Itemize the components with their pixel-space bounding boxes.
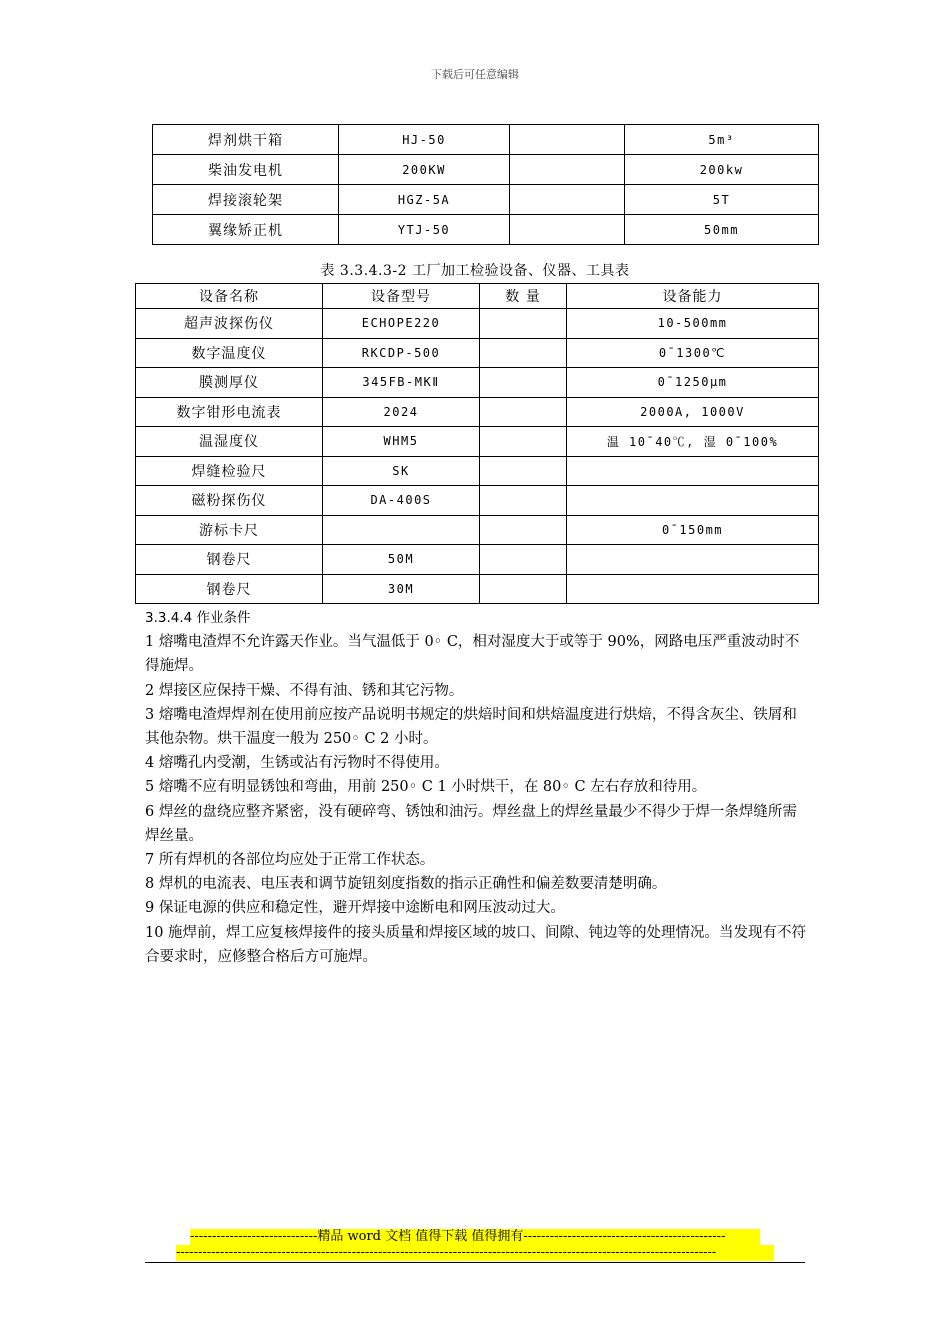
table-cell: 数字温度仪 xyxy=(136,338,323,368)
table-cell: 345FB-MKⅡ xyxy=(323,368,480,398)
table-row xyxy=(153,215,819,245)
paragraph: 3 熔嘴电渣焊焊剂在使用前应按产品说明书规定的烘焙时间和烘焙温度进行烘焙，不得含灰尘、铁屑和其他杂物。烘干温度一般为 250◦ C 2 小时。 xyxy=(145,706,797,748)
table-cell xyxy=(510,215,625,245)
table-cell: SK xyxy=(323,456,480,486)
paragraph: 5 熔嘴不应有明显锈蚀和弯曲，用前 250◦ C 1 小时烘干，在 80◦ C 左右存放和待用。 xyxy=(145,779,707,796)
table-cell: 磁粉探伤仪 xyxy=(136,486,323,516)
table-cell xyxy=(510,125,625,155)
table-row xyxy=(136,309,819,339)
table-cell xyxy=(480,574,567,604)
footer-rule xyxy=(145,1262,805,1263)
table-cell: 柴油发电机 xyxy=(153,155,339,185)
table-cell xyxy=(480,368,567,398)
table-row xyxy=(153,155,819,185)
table-cell: ECHOPE220 xyxy=(323,309,480,339)
table-caption: 表 3.3.4.3-2 工厂加工检验设备、仪器、工具表 xyxy=(320,263,630,279)
table-cell: 200kw xyxy=(625,155,819,185)
table-cell xyxy=(480,397,567,427)
table-cell xyxy=(480,515,567,545)
table-cell: 0¯150mm xyxy=(567,515,819,545)
table-cell xyxy=(567,486,819,516)
paragraph: 4 熔嘴孔内受潮，生锈或沾有污物时不得使用。 xyxy=(145,755,449,772)
footer-dashes: --------------------------------------------------------------------------------------------------------------------------- xyxy=(176,1245,774,1261)
paragraph: 6 焊丝的盘绕应整齐紧密，没有硬碎弯、锈蚀和油污。焊丝盘上的焊丝量最少不得少于焊一条焊缝所需焊丝量。 xyxy=(145,803,797,844)
table-cell: 超声波探伤仪 xyxy=(136,309,323,339)
table-row xyxy=(136,486,819,516)
table-header-row xyxy=(136,284,819,309)
table-cell: 2000A, 1000V xyxy=(567,397,819,427)
table-cell: 2024 xyxy=(323,397,480,427)
table-cell: 焊接滚轮架 xyxy=(153,185,339,215)
inspection-equipment-table xyxy=(135,283,819,604)
column-header: 设备型号 xyxy=(323,284,480,309)
table-cell: 数字钳形电流表 xyxy=(136,397,323,427)
table-cell: WHM5 xyxy=(323,427,480,457)
table-cell: 50mm xyxy=(625,215,819,245)
paragraph: 7 所有焊机的各部位均应处于正常工作状态。 xyxy=(145,852,435,869)
table-cell: 钢卷尺 xyxy=(136,545,323,575)
table-cell: 5m³ xyxy=(625,125,819,155)
table-cell xyxy=(567,456,819,486)
table-cell: 钢卷尺 xyxy=(136,574,323,604)
table-cell xyxy=(480,456,567,486)
footer-banner: -----------------------------精品 word 文档 值得下载 值得拥有---------------------------------------------- xyxy=(190,1229,760,1245)
table-cell: 0¯1250μm xyxy=(567,368,819,398)
table-row xyxy=(136,338,819,368)
table-row xyxy=(136,574,819,604)
table-cell: 30M xyxy=(323,574,480,604)
paragraph: 10 施焊前，焊工应复核焊接件的接头质量和焊接区域的坡口、间隙、钝边等的处理情况。当发现有不符合要求时，应修整合格后方可施焊。 xyxy=(145,924,807,965)
table-cell: 10-500mm xyxy=(567,309,819,339)
table-row xyxy=(153,125,819,155)
table-cell xyxy=(510,155,625,185)
table-cell xyxy=(480,486,567,516)
table-row xyxy=(153,185,819,215)
table-cell xyxy=(567,574,819,604)
table-cell: RKCDP-500 xyxy=(323,338,480,368)
table-cell xyxy=(480,545,567,575)
table-cell: 5T xyxy=(625,185,819,215)
table-cell xyxy=(480,309,567,339)
paragraph: 2 焊接区应保持干燥、不得有油、锈和其它污物。 xyxy=(145,682,464,699)
table-cell: 膜测厚仪 xyxy=(136,368,323,398)
table-cell xyxy=(323,515,480,545)
paragraph: 9 保证电源的供应和稳定性，避开焊接中途断电和网压波动过大。 xyxy=(145,900,565,917)
table-cell: 焊剂烘干箱 xyxy=(153,125,339,155)
section-title: 3.3.4.4 作业条件 xyxy=(145,610,251,626)
column-header: 设备能力 xyxy=(567,284,819,309)
table-cell: HJ-50 xyxy=(339,125,510,155)
table-cell xyxy=(480,427,567,457)
column-header: 数 量 xyxy=(480,284,567,309)
table-row xyxy=(136,456,819,486)
table-cell: 翼缘矫正机 xyxy=(153,215,339,245)
table-cell: 焊缝检验尺 xyxy=(136,456,323,486)
table-cell: 温湿度仪 xyxy=(136,427,323,457)
work-conditions-section xyxy=(145,606,810,969)
table-cell xyxy=(567,545,819,575)
table-row xyxy=(136,427,819,457)
table-cell: 游标卡尺 xyxy=(136,515,323,545)
table-cell: 50M xyxy=(323,545,480,575)
table-cell: 温 10¯40℃, 湿 0¯100% xyxy=(567,427,819,457)
table-row xyxy=(136,368,819,398)
paragraph: 1 熔嘴电渣焊不允许露天作业。当气温低于 0◦ C，相对湿度大于或等于 90%，网路电压严重波动时不得施焊。 xyxy=(145,634,800,675)
table-row xyxy=(136,397,819,427)
table-cell: 0¯1300℃ xyxy=(567,338,819,368)
table-cell: HGZ-5A xyxy=(339,185,510,215)
table-cell xyxy=(510,185,625,215)
table-cell xyxy=(480,338,567,368)
table-cell: DA-400S xyxy=(323,486,480,516)
table-row xyxy=(136,545,819,575)
table-cell: 200KW xyxy=(339,155,510,185)
table-row xyxy=(136,515,819,545)
column-header: 设备名称 xyxy=(136,284,323,309)
equipment-table-continued xyxy=(152,124,819,245)
paragraph: 8 焊机的电流表、电压表和调节旋钮刻度指数的指示正确性和偏差数要清楚明确。 xyxy=(145,876,667,893)
table-cell: YTJ-50 xyxy=(339,215,510,245)
page-header: 下载后可任意编辑 xyxy=(431,68,519,81)
